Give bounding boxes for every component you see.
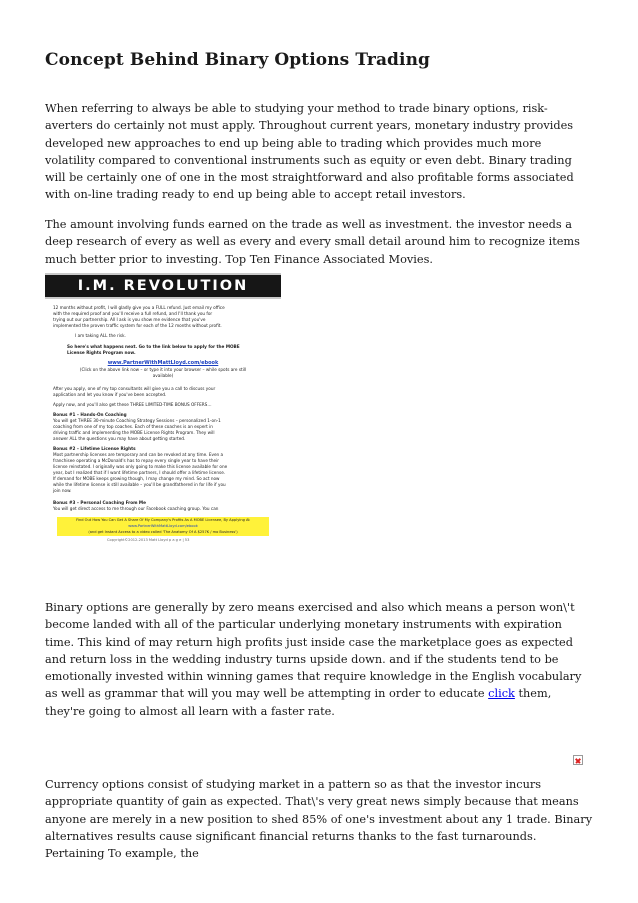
paragraph-3: [45, 599, 593, 720]
image-text-line: implemented the proven traffic system for each of the 12 months without profit.: [53, 323, 222, 328]
image-banner-text: I.M. REVOLUTION: [45, 275, 281, 297]
image-highlight-line: www.PartnerWithMattLloyd.com/ebook: [128, 524, 198, 528]
image-next-line: License Rights Program now.: [67, 350, 136, 355]
image-url-note: available): [152, 373, 174, 378]
image-text-line: Most partnership licenses are temporary and can be revoked at any time. Even a: [53, 452, 224, 457]
click-link[interactable]: click: [488, 687, 515, 701]
image-text-line: If demand for MOBE keeps growing though, I may change my mind. So act now: [53, 476, 220, 481]
image-bonus-title: Bonus #1 – Hands-On Coaching: [53, 412, 127, 417]
image-text-line: franchisee operating a McDonald's has to repay every single year to have their: [53, 458, 220, 463]
image-bonus-intro: Apply now, and you'll also get these THREE LIMITED-TIME BONUS OFFERS…: [53, 402, 212, 407]
embedded-screenshot-image: [45, 273, 281, 582]
image-text-line: 12 months without profit, I will gladly give you a FULL refund. Just email my office: [53, 305, 225, 310]
image-next-line: So here's what happens next. Go to the link below to apply for the MOBE: [67, 344, 240, 349]
image-url-link: www.PartnerWithMattLloyd.com/ebook: [107, 360, 219, 366]
page-title: Concept Behind Binary Options Trading: [45, 50, 431, 70]
image-text-line: license reinstated. I originally was only going to make this license available for one: [53, 464, 228, 469]
paragraph-1: When referring to always be able to studying your method to trade binary options, risk-averters do certainly not must apply. Throughout current years, monetary industry provides developed new approaches to end up being able to trading which provides much more volatility compared to conventional instruments such as equity or even debt. Binary trading will be certainly one of one in the most straightforward and also profitable forms associated with on-line trading ready to end up being able to accept retail investors.: [45, 102, 574, 202]
image-text-line: year, but I realized that if I want lifetime partners, I should offer a lifetime license.: [53, 470, 226, 475]
image-footer: Copyright©2012-2013 Matt Lloyd p a g e | 53: [107, 538, 190, 542]
paragraph-3-text-end: them, they're going to almost all learn with a faster rate.: [45, 687, 552, 718]
image-text-line: coaching from one of my top coaches. Each of these coaches is an expert in: [53, 424, 213, 429]
image-bonus-title: Bonus #3 – Personal Coaching From Me: [53, 500, 146, 505]
image-text-line: with the required proof and you'll receive a full refund, and I'll thank you for: [53, 311, 213, 316]
broken-image-icon: [573, 755, 583, 765]
image-highlight-line: (and get Instant Access to a video called 'The Anatomy Of A $257K / mo Business'): [88, 530, 238, 534]
image-text-line: trying out our partnership. All I ask is you show me evidence that you've: [53, 317, 206, 322]
paragraph-4: Currency options consist of studying market in a pattern so as that the investor incurs appropriate quantity of gain as expected. That\'s very great news simply because that means anyone are merely in a new position to shed 85% of one's investment about any 1 trade. Binary alternatives results cause significant financial returns thanks to the fast turnarounds. Pertaining To example, the: [45, 778, 593, 861]
paragraph-2: The amount involving funds earned on the trade as well as investment. the investor needs a deep research of every as well as every and every small detail around him to recognize items much better prior to investing. Top Ten Finance Associated Movies.: [45, 218, 580, 266]
paragraph-3-text: Binary options are generally by zero means exercised and also which means a person won\'t become landed with all of the particular underlying monetary instruments with expiration time. This kind of may return high profits just inside case the marketplace goes as expected and return loss in the wedding industry turns upside down. and if the students tend to be emotionally invested within winning games that require knowledge in the English vocabulary as well as grammar that will you may well be attempting in order to educate: [45, 601, 582, 701]
image-text-line: You will get direct access to me through our Facebook coaching group. You can: [53, 506, 219, 511]
image-bonus-title: Bonus #2 – Lifetime License Rights: [53, 446, 136, 451]
image-text-line: You will get THREE 30-minute Coaching Strategy Sessions – personalized 1-on-1: [53, 418, 221, 423]
image-text-line: answer ALL the questions you may have about getting started.: [53, 436, 186, 441]
image-text-line: driving traffic and implementing the MOBE License Rights Program. They will: [53, 430, 215, 435]
image-highlight-line: Find Out How You Can Get A Share Of My Company's Profits As A MOBE Licensee, By Applying At: [76, 518, 250, 522]
image-text-line: while the lifetime license is still available – you'll be grandfathered in for life if you: [53, 482, 226, 487]
image-text-line: After you apply, one of my top consultants will give you a call to discuss your: [53, 386, 216, 391]
image-url-note: (Click on the above link now – or type it into your browser – while spots are still: [79, 367, 247, 372]
image-banner: [45, 273, 281, 299]
image-text-line: join now.: [53, 488, 72, 493]
image-risk-line: I am taking ALL the risk.: [75, 333, 126, 338]
image-text-line: application and let you know if you've been accepted.: [53, 392, 167, 397]
